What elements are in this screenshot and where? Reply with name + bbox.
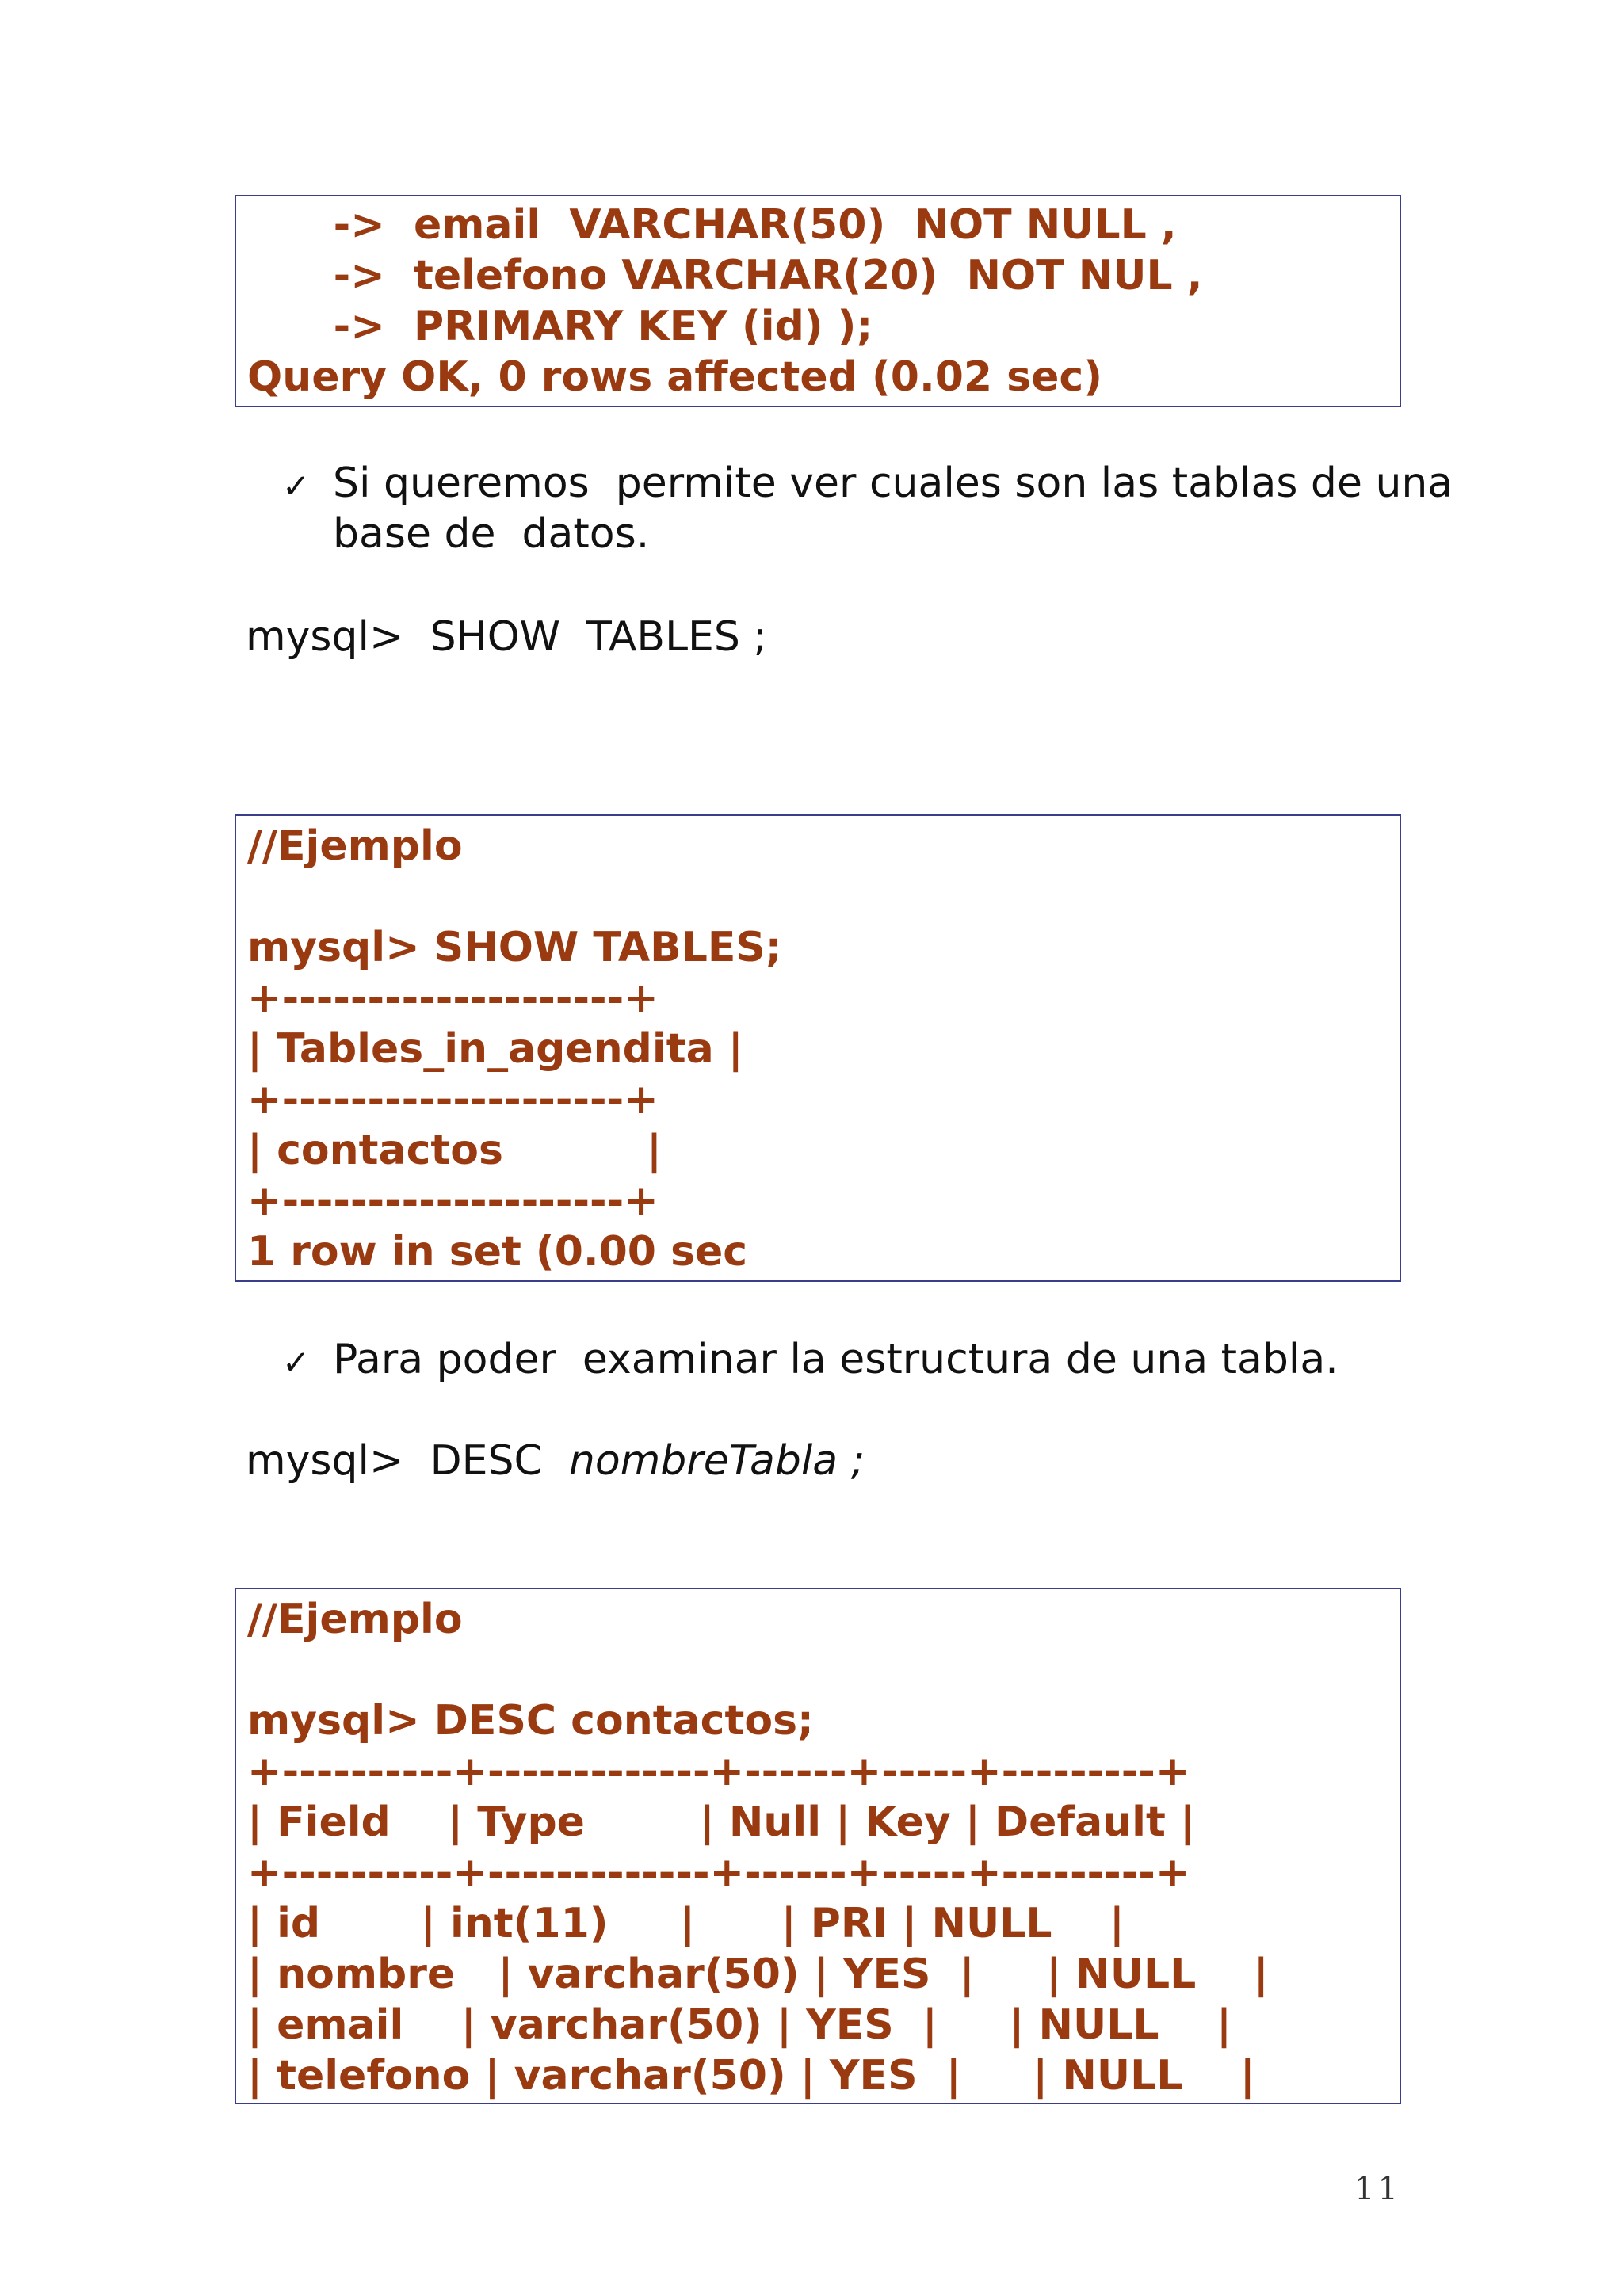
- bullet-text: Para poder examinar la estructura de una tabla.: [333, 1336, 1338, 1383]
- code-line: | nombre | varchar(50) | YES | | NULL |: [247, 1951, 1269, 1998]
- code-box-desc-example: [235, 1588, 1401, 2104]
- code-line: mysql> SHOW TABLES;: [247, 924, 782, 971]
- bullet-text: Si queremos permite ver cuales son las tablas de una: [333, 460, 1453, 507]
- code-line: 1 row in set (0.00 sec: [247, 1228, 748, 1276]
- code-line: -> telefono VARCHAR(20) NOT NUL ,: [247, 252, 1203, 299]
- code-line: | email | varchar(50) | YES | | NULL |: [247, 2001, 1232, 2049]
- page-number: 11: [1354, 2171, 1401, 2207]
- code-line: +----------+-------------+------+-----+---------+: [247, 1849, 1190, 1897]
- command-show-tables: mysql> SHOW TABLES ;: [246, 613, 767, 661]
- command-desc: [246, 1436, 865, 1486]
- code-line: Query OK, 0 rows affected (0.02 sec): [247, 353, 1102, 401]
- code-box-create-table: [235, 195, 1401, 407]
- code-line: | telefono | varchar(50) | YES | | NULL |: [247, 2052, 1255, 2100]
- code-line: +--------------------+: [247, 974, 659, 1022]
- code-line: | contactos |: [247, 1127, 662, 1174]
- code-line: +----------+-------------+------+-----+---------+: [247, 1748, 1190, 1795]
- code-line: -> email VARCHAR(50) NOT NULL ,: [247, 201, 1177, 249]
- code-box-show-tables-example: [235, 814, 1401, 1282]
- bullet-text: base de datos.: [333, 510, 650, 558]
- code-line: -> PRIMARY KEY (id) );: [247, 303, 873, 350]
- code-line: mysql> DESC contactos;: [247, 1697, 814, 1745]
- code-line: +--------------------+: [247, 1076, 659, 1123]
- code-line: | Field | Type | Null | Key | Default |: [247, 1798, 1195, 1846]
- command-desc-prefix: mysql> DESC: [246, 1437, 569, 1485]
- code-line: +--------------------+: [247, 1177, 659, 1225]
- checkmark-icon: ✓: [282, 467, 311, 505]
- code-line: | Tables_in_agendita |: [247, 1025, 743, 1073]
- code-line: | id | int(11) | | PRI | NULL |: [247, 1900, 1125, 1947]
- checkmark-icon: ✓: [282, 1343, 311, 1382]
- command-desc-suffix: ;: [838, 1437, 865, 1485]
- command-desc-table-name: nombreTabla: [568, 1437, 838, 1485]
- code-line: //Ejemplo: [247, 1596, 463, 1643]
- code-line: //Ejemplo: [247, 822, 463, 870]
